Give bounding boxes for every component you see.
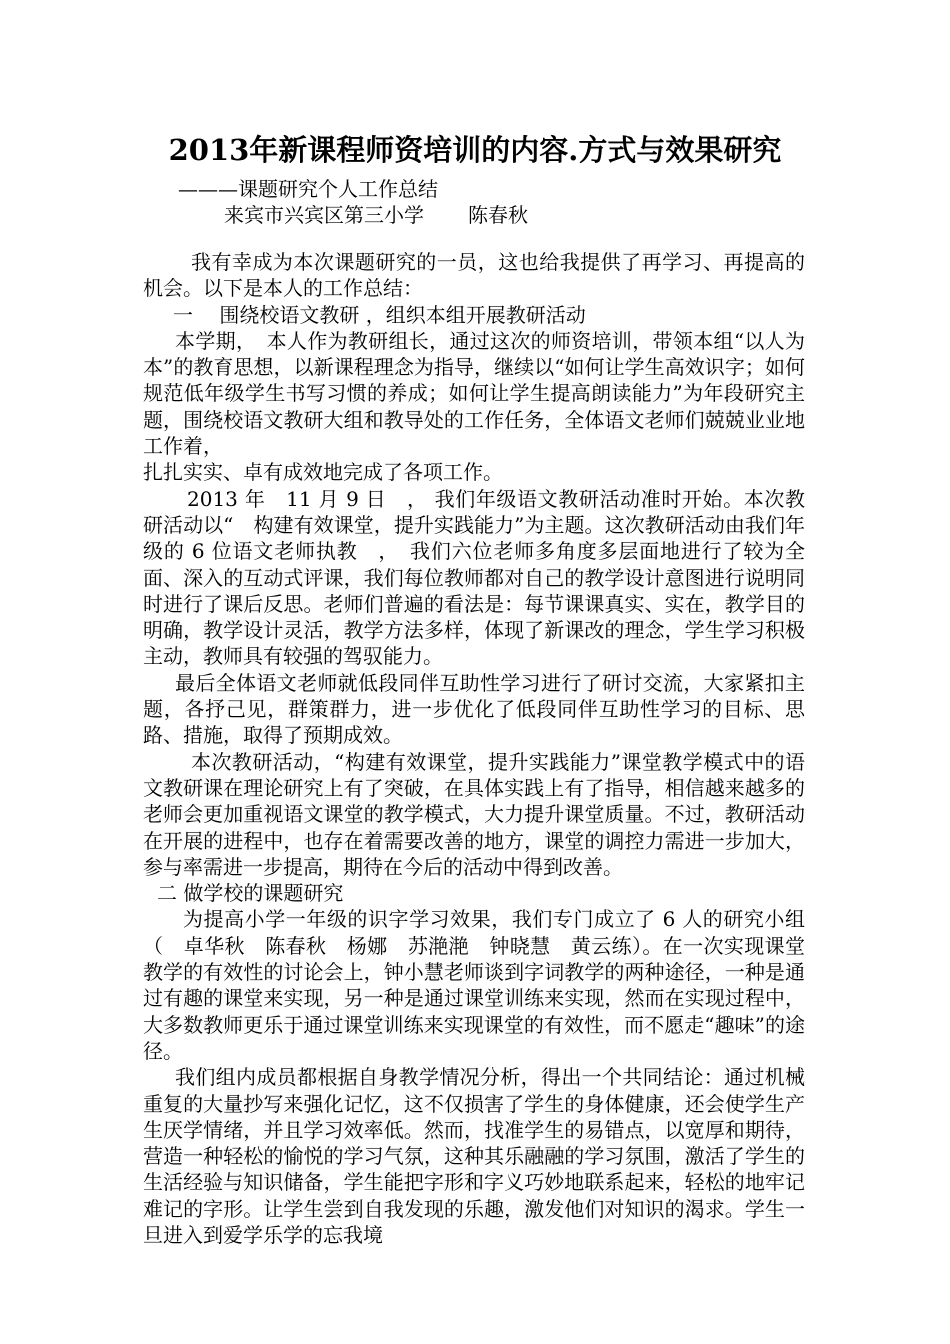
paragraph-section1-b: 2013 年 11 月 9 日 ， 我们年级语文教研活动准时开始。本次教研活动以“ 构建有效课堂，提升实践能力”为主题。这次教研活动由我们年级的 6 位语文老师执教 ， 我们六位老师多角度多层面地进行了较为全面、深入的互动式评课，我们每位教师都对自己的教学设计意图进行说明同时进行了课后反思。老师们普遍的看法是：每节课课真实、实在，教学目的明确，教学设计灵活，教学方法多样，体现了新课改的理念，学生学习积极主动，教师具有较强的驾驭能力。	[143, 486, 805, 669]
author-name: 陈春秋	[468, 203, 528, 227]
paragraph-section2-a: 为提高小学一年级的识字学习效果，我们专门成立了 6 人的研究小组（ 卓华秋 陈春秋 杨娜 苏滟滟 钟晓慧 黄云练）。在一次实现课堂教学的有效性的讨论会上，钟小慧老师谈到字词教学的两种途径，一种是通过有趣的课堂来实现，另一种是通过课堂训练来实现，然而在实现过程中，大多数教师更乐于通过课堂训练来实现课堂的有效性，而不愿走“趣味”的途径。	[143, 907, 805, 1063]
paragraph-section1-c: 最后全体语文老师就低段同伴互助性学习进行了研讨交流，大家紧扣主题，各抒己见，群策群力，进一步优化了低段同伴互助性学习的目标、思路、措施，取得了预期成效。	[143, 670, 805, 748]
paragraph-section1-d: 本次教研活动，“构建有效课堂，提升实践能力”课堂教学模式中的语文教研课在理论研究上有了突破，在具体实践上有了指导，相信越来越多的老师会更加重视语文课堂的教学模式，大力提升课堂质量。不过，教研活动在开展的进程中，也存在着需要改善的地方，课堂的调控力需进一步加大，参与率需进一步提高，期待在今后的活动中得到改善。	[143, 749, 805, 879]
paragraph-section2-b: 我们组内成员都根据自身教学情况分析，得出一个共同结论：通过机械重复的大量抄写来强化记忆，这不仅损害了学生的身体健康，还会使学生产生厌学情绪，并且学习效率低。然而，找准学生的易错点，以宽厚和期待，营造一种轻松的愉悦的学习气氛，这种其乐融融的学习氛围，激活了学生的生活经验与知识储备，学生能把字形和字义巧妙地联系起来，轻松的地牢记难记的字形。让学生尝到自我发现的乐趣，激发他们对知识的渴求。学生一旦进入到爱学乐学的忘我境	[143, 1065, 805, 1247]
document-body	[143, 249, 805, 1248]
paragraph-section1-a-cont: 扎扎实实、卓有成效地完成了各项工作。	[143, 460, 503, 485]
paragraph-section1-a: 本学期， 本人作为教研组长，通过这次的师资培训，带领本组“以人为本”的教育思想，以新课程理念为指导，继续以“如何让学生高效识字；如何规范低年级学生书写习惯的养成；如何让学生提高朗读能力”为年段研究主题，围绕校语文教研大组和教导处的工作任务，全体语文老师们兢兢业业地工作着，	[143, 328, 805, 459]
paragraph-intro: 我有幸成为本次课题研究的一员，这也给我提供了再学习、再提高的机会。以下是本人的工作总结：	[143, 250, 805, 301]
section-heading-2: 二 做学校的课题研究	[157, 881, 344, 906]
author-line	[224, 202, 528, 228]
document-subtitle: ———课题研究个人工作总结	[178, 177, 438, 201]
school-name: 来宾市兴宾区第三小学	[224, 203, 424, 227]
document-title: 2013年新课程师资培训的内容.方式与效果研究	[168, 133, 782, 167]
section-heading-1: 一 围绕校语文教研 ，组织本组开展教研活动	[173, 302, 586, 327]
